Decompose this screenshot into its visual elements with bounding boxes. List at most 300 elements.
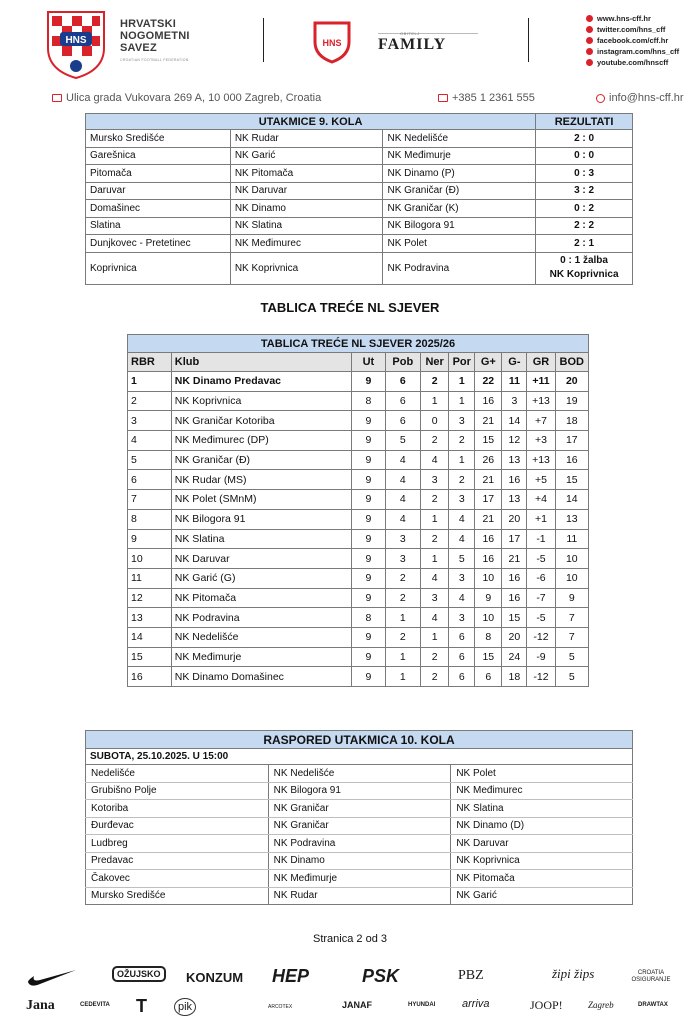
hns-crest-logo xyxy=(42,8,110,80)
home-team: NK Daruvar xyxy=(230,182,383,200)
cell-played: 9 xyxy=(352,549,385,569)
cell-draws: 2 xyxy=(421,431,449,451)
cell-played: 8 xyxy=(352,608,385,628)
federation-subtitle: CROATIAN FOOTBALL FEDERATION xyxy=(120,58,189,62)
cell-goals-against: 20 xyxy=(502,627,527,647)
cell-losses: 1 xyxy=(449,372,475,392)
cell-goal-diff: +13 xyxy=(527,391,555,411)
standings-row xyxy=(128,568,589,588)
cell-wins: 6 xyxy=(385,391,420,411)
cell-goals-against: 16 xyxy=(502,568,527,588)
cell-club: NK Garić (G) xyxy=(171,568,351,588)
sponsor-logo: CROATIA OSIGURANJE xyxy=(631,970,671,983)
cell-played: 9 xyxy=(352,588,385,608)
home-team: NK Graničar xyxy=(268,800,451,818)
cell-goals-against: 15 xyxy=(502,608,527,628)
cell-points: 10 xyxy=(555,549,588,569)
phone-icon xyxy=(438,94,448,102)
contact-bar xyxy=(0,92,700,106)
cell-draws: 3 xyxy=(421,470,449,490)
home-team: NK Rudar xyxy=(268,887,451,905)
cell-losses: 2 xyxy=(449,431,475,451)
column-header: Ut xyxy=(352,353,385,372)
cell-goals-for: 9 xyxy=(475,588,502,608)
fixture-venue: Kotoriba xyxy=(86,800,269,818)
match-score: 3 : 2 xyxy=(536,182,633,200)
social-link[interactable]: youtube.com/hnscff xyxy=(586,57,700,68)
column-header: GR xyxy=(527,353,555,372)
family-shield-logo xyxy=(312,20,352,64)
at-icon xyxy=(596,94,605,103)
cell-draws: 2 xyxy=(421,490,449,510)
cell-wins: 6 xyxy=(385,411,420,431)
sponsor-logo: ARCOTEX xyxy=(268,1004,293,1010)
sponsor-logo: KONZUM xyxy=(186,970,244,985)
cell-goal-diff: -1 xyxy=(527,529,555,549)
column-header: RBR xyxy=(128,353,172,372)
fixture-row xyxy=(86,852,633,870)
fixture-venue: Predavac xyxy=(86,852,269,870)
cell-goals-for: 10 xyxy=(475,568,502,588)
cell-rank: 1 xyxy=(128,372,172,392)
social-link[interactable]: facebook.com/cff.hr xyxy=(586,35,700,46)
away-team: NK Slatina xyxy=(451,800,633,818)
sponsor-logo: JANAF xyxy=(342,1000,373,1010)
standings-row xyxy=(128,490,589,510)
cell-rank: 11 xyxy=(128,568,172,588)
fixture-venue: Grubišno Polje xyxy=(86,782,269,800)
standings-row xyxy=(128,470,589,490)
column-header: G+ xyxy=(475,353,502,372)
match-venue: Domašinec xyxy=(86,200,231,218)
schedule-date: SUBOTA, 25.10.2025. U 15:00 xyxy=(86,749,633,765)
cell-wins: 4 xyxy=(385,490,420,510)
home-team: NK Podravina xyxy=(268,835,451,853)
sponsor-logo: HYUNDAI xyxy=(408,1002,436,1008)
cell-rank: 3 xyxy=(128,411,172,431)
cell-rank: 16 xyxy=(128,667,172,687)
schedule-title: RASPORED UTAKMICA 10. KOLA xyxy=(86,731,633,749)
cell-losses: 5 xyxy=(449,549,475,569)
home-team: NK Dinamo xyxy=(230,200,383,218)
cell-points: 15 xyxy=(555,470,588,490)
standings-caption: TABLICA TREĆE NL SJEVER 2025/26 xyxy=(128,335,589,353)
sponsor-logo: T xyxy=(136,996,147,1016)
divider xyxy=(528,18,529,62)
cell-rank: 9 xyxy=(128,529,172,549)
cell-draws: 1 xyxy=(421,391,449,411)
cell-goals-for: 21 xyxy=(475,470,502,490)
match-venue: Dunjkovec - Pretetinec xyxy=(86,235,231,253)
cell-played: 9 xyxy=(352,509,385,529)
cell-points: 20 xyxy=(555,372,588,392)
away-team: NK Dinamo (P) xyxy=(383,165,536,183)
score-value: 0 : 1 žalba xyxy=(560,255,608,266)
standings-row xyxy=(128,411,589,431)
svg-text:HNS: HNS xyxy=(322,38,342,48)
cell-losses: 3 xyxy=(449,608,475,628)
away-team: NK Nedelišće xyxy=(383,130,536,148)
sponsor-logo: DRAWTAX xyxy=(638,1002,668,1008)
fixture-row xyxy=(86,887,633,905)
cell-goals-for: 16 xyxy=(475,549,502,569)
away-team: NK Bilogora 91 xyxy=(383,217,536,235)
away-team: NK Podravina xyxy=(383,252,536,284)
youtube-icon xyxy=(586,59,593,66)
cell-draws: 4 xyxy=(421,450,449,470)
away-team: NK Međimurec xyxy=(451,782,633,800)
instagram-icon xyxy=(586,48,593,55)
cell-wins: 6 xyxy=(385,372,420,392)
cell-goals-against: 17 xyxy=(502,529,527,549)
cell-points: 13 xyxy=(555,509,588,529)
cell-club: NK Bilogora 91 xyxy=(171,509,351,529)
cell-goals-for: 16 xyxy=(475,529,502,549)
standings-row xyxy=(128,391,589,411)
cell-goals-for: 16 xyxy=(475,391,502,411)
cell-played: 9 xyxy=(352,647,385,667)
home-team: NK Pitomača xyxy=(230,165,383,183)
match-venue: Slatina xyxy=(86,217,231,235)
cell-goals-against: 24 xyxy=(502,647,527,667)
cell-goal-diff: -12 xyxy=(527,667,555,687)
cell-goals-for: 10 xyxy=(475,608,502,628)
cell-goals-for: 21 xyxy=(475,411,502,431)
home-team: NK Koprivnica xyxy=(230,252,383,284)
cell-goals-against: 16 xyxy=(502,588,527,608)
cell-points: 11 xyxy=(555,529,588,549)
cell-club: NK Slatina xyxy=(171,529,351,549)
sponsor-logo: OŽUJSKO xyxy=(112,966,166,982)
home-team: NK Graničar xyxy=(268,817,451,835)
divider xyxy=(378,33,478,34)
sponsor-logo: Jana xyxy=(26,998,55,1013)
column-header: G- xyxy=(502,353,527,372)
cell-goal-diff: +4 xyxy=(527,490,555,510)
cell-points: 10 xyxy=(555,568,588,588)
cell-rank: 15 xyxy=(128,647,172,667)
cell-losses: 1 xyxy=(449,391,475,411)
cell-played: 9 xyxy=(352,627,385,647)
cell-club: NK Nedelišće xyxy=(171,627,351,647)
sponsor-logo: žipi žips xyxy=(552,966,595,981)
match-venue: Koprivnica xyxy=(86,252,231,284)
cell-goals-for: 15 xyxy=(475,431,502,451)
cell-points: 18 xyxy=(555,411,588,431)
result-row xyxy=(86,182,633,200)
cell-goals-for: 6 xyxy=(475,667,502,687)
cell-points: 14 xyxy=(555,490,588,510)
home-team: NK Garić xyxy=(230,147,383,165)
cell-losses: 3 xyxy=(449,411,475,431)
results-score-header: REZULTATI xyxy=(536,114,633,130)
cell-points: 5 xyxy=(555,647,588,667)
cell-goals-against: 16 xyxy=(502,470,527,490)
federation-name: HRVATSKI NOGOMETNI SAVEZ xyxy=(120,18,190,54)
family-wordmark: FAMILY xyxy=(378,36,447,53)
fixture-row xyxy=(86,800,633,818)
cell-played: 9 xyxy=(352,450,385,470)
cell-club: NK Međimurje xyxy=(171,647,351,667)
result-row xyxy=(86,217,633,235)
away-team: NK Graničar (Đ) xyxy=(383,182,536,200)
away-team: NK Polet xyxy=(383,235,536,253)
social-link[interactable]: twitter.com/hns_cff xyxy=(586,24,700,35)
cell-goal-diff: +11 xyxy=(527,372,555,392)
cell-rank: 10 xyxy=(128,549,172,569)
cell-played: 9 xyxy=(352,470,385,490)
cell-draws: 2 xyxy=(421,372,449,392)
cell-wins: 2 xyxy=(385,627,420,647)
cell-wins: 3 xyxy=(385,529,420,549)
social-links xyxy=(586,13,700,68)
cell-wins: 5 xyxy=(385,431,420,451)
fixture-venue: Nedelišće xyxy=(86,765,269,783)
cell-losses: 3 xyxy=(449,490,475,510)
cell-draws: 2 xyxy=(421,647,449,667)
sponsor-logo: Zagreb xyxy=(588,1000,614,1010)
cell-club: NK Koprivnica xyxy=(171,391,351,411)
cell-points: 5 xyxy=(555,667,588,687)
match-venue: Pitomača xyxy=(86,165,231,183)
away-team: NK Polet xyxy=(451,765,633,783)
home-team: NK Međimurec xyxy=(230,235,383,253)
match-score: 0 : 2 xyxy=(536,200,633,218)
email[interactable]: info@hns-cff.hr xyxy=(596,92,684,104)
cell-goal-diff: -12 xyxy=(527,627,555,647)
cell-played: 9 xyxy=(352,529,385,549)
result-row xyxy=(86,252,633,284)
match-score: 2 : 2 xyxy=(536,217,633,235)
twitter-icon xyxy=(586,26,593,33)
divider xyxy=(263,18,264,62)
cell-goals-against: 18 xyxy=(502,667,527,687)
home-team: NK Rudar xyxy=(230,130,383,148)
cell-goal-diff: +7 xyxy=(527,411,555,431)
cell-wins: 2 xyxy=(385,588,420,608)
cell-wins: 4 xyxy=(385,509,420,529)
cell-goals-for: 26 xyxy=(475,450,502,470)
letterhead xyxy=(0,0,700,92)
cell-losses: 6 xyxy=(449,647,475,667)
home-team: NK Slatina xyxy=(230,217,383,235)
cell-losses: 6 xyxy=(449,627,475,647)
cell-rank: 12 xyxy=(128,588,172,608)
standings-row xyxy=(128,529,589,549)
sponsor-logo: arriva xyxy=(462,998,490,1010)
result-row xyxy=(86,200,633,218)
match-score: 2 : 1 xyxy=(536,235,633,253)
cell-goal-diff: -5 xyxy=(527,608,555,628)
cell-played: 9 xyxy=(352,568,385,588)
match-venue: Mursko Središće xyxy=(86,130,231,148)
home-team: NK Bilogora 91 xyxy=(268,782,451,800)
cell-goals-for: 22 xyxy=(475,372,502,392)
fixture-row xyxy=(86,835,633,853)
schedule-table xyxy=(85,730,633,905)
cell-rank: 7 xyxy=(128,490,172,510)
cell-draws: 4 xyxy=(421,608,449,628)
cell-draws: 3 xyxy=(421,588,449,608)
cell-goals-against: 3 xyxy=(502,391,527,411)
cell-draws: 4 xyxy=(421,568,449,588)
result-row xyxy=(86,147,633,165)
cell-wins: 4 xyxy=(385,470,420,490)
cell-club: NK Dinamo Predavac xyxy=(171,372,351,392)
cell-club: NK Dinamo Domašinec xyxy=(171,667,351,687)
standings-row xyxy=(128,667,589,687)
sponsor-logo: HEP xyxy=(272,966,310,986)
fixture-venue: Mursko Središće xyxy=(86,887,269,905)
cell-goals-against: 11 xyxy=(502,372,527,392)
family-small-label: OBITELJ xyxy=(400,31,420,36)
match-score: 0 : 0 xyxy=(536,147,633,165)
phone: +385 1 2361 555 xyxy=(438,92,535,104)
cell-wins: 3 xyxy=(385,549,420,569)
address: Ulica grada Vukovara 269 A, 10 000 Zagreb, Croatia xyxy=(52,92,321,104)
cell-goals-against: 13 xyxy=(502,450,527,470)
results-title: UTAKMICE 9. KOLA xyxy=(86,114,536,130)
cell-goal-diff: -7 xyxy=(527,588,555,608)
away-team: NK Koprivnica xyxy=(451,852,633,870)
sponsor-logo: JOOP! xyxy=(530,998,563,1012)
social-link[interactable]: www.hns-cff.hr xyxy=(586,13,700,24)
away-team: NK Dinamo (D) xyxy=(451,817,633,835)
standings-row xyxy=(128,509,589,529)
cell-played: 9 xyxy=(352,411,385,431)
away-team: NK Međimurje xyxy=(383,147,536,165)
match-venue: Garešnica xyxy=(86,147,231,165)
nike-swoosh-logo xyxy=(26,966,78,988)
cell-losses: 1 xyxy=(449,450,475,470)
cell-goal-diff: +5 xyxy=(527,470,555,490)
cell-points: 16 xyxy=(555,450,588,470)
sponsor-logo: CEDEVITA xyxy=(80,1002,110,1008)
facebook-icon xyxy=(586,37,593,44)
cell-goal-diff: +1 xyxy=(527,509,555,529)
standings-table xyxy=(127,334,589,687)
standings-row xyxy=(128,608,589,628)
cell-rank: 13 xyxy=(128,608,172,628)
cell-goals-for: 21 xyxy=(475,509,502,529)
standings-row xyxy=(128,549,589,569)
cell-wins: 1 xyxy=(385,608,420,628)
cell-losses: 2 xyxy=(449,470,475,490)
standings-row xyxy=(128,588,589,608)
cell-club: NK Pitomača xyxy=(171,588,351,608)
cell-goal-diff: -6 xyxy=(527,568,555,588)
cell-wins: 4 xyxy=(385,450,420,470)
cell-wins: 1 xyxy=(385,667,420,687)
cell-played: 9 xyxy=(352,490,385,510)
match-score: 0 : 3 xyxy=(536,165,633,183)
score-note: NK Koprivnica xyxy=(549,269,619,280)
fixture-row xyxy=(86,870,633,888)
cell-draws: 1 xyxy=(421,627,449,647)
results-table xyxy=(85,113,633,285)
cell-losses: 3 xyxy=(449,568,475,588)
cell-losses: 4 xyxy=(449,529,475,549)
cell-rank: 4 xyxy=(128,431,172,451)
standings-row xyxy=(128,450,589,470)
away-team: NK Graničar (K) xyxy=(383,200,536,218)
standings-row xyxy=(128,372,589,392)
cell-goals-against: 14 xyxy=(502,411,527,431)
mail-icon xyxy=(52,94,62,102)
cell-club: NK Međimurec (DP) xyxy=(171,431,351,451)
column-header: Por xyxy=(449,353,475,372)
match-score: 2 : 0 xyxy=(536,130,633,148)
web-icon xyxy=(586,15,593,22)
standings-row xyxy=(128,647,589,667)
cell-club: NK Daruvar xyxy=(171,549,351,569)
match-venue: Daruvar xyxy=(86,182,231,200)
social-link[interactable]: instagram.com/hns_cff xyxy=(586,46,700,57)
cell-played: 8 xyxy=(352,391,385,411)
sponsor-logo: PBZ xyxy=(458,968,484,983)
away-team: NK Daruvar xyxy=(451,835,633,853)
svg-text:HNS: HNS xyxy=(65,35,87,46)
cell-goals-for: 15 xyxy=(475,647,502,667)
standings-row xyxy=(128,431,589,451)
cell-draws: 1 xyxy=(421,509,449,529)
cell-draws: 0 xyxy=(421,411,449,431)
sponsor-logo: PSK xyxy=(362,966,400,986)
cell-goal-diff: -9 xyxy=(527,647,555,667)
away-team: NK Pitomača xyxy=(451,870,633,888)
standings-row xyxy=(128,627,589,647)
cell-played: 9 xyxy=(352,667,385,687)
home-team: NK Nedelišće xyxy=(268,765,451,783)
cell-goals-against: 12 xyxy=(502,431,527,451)
column-header: Ner xyxy=(421,353,449,372)
result-row xyxy=(86,165,633,183)
result-row xyxy=(86,130,633,148)
fixture-row xyxy=(86,817,633,835)
fixture-venue: Čakovec xyxy=(86,870,269,888)
cell-club: NK Polet (SMnM) xyxy=(171,490,351,510)
cell-wins: 1 xyxy=(385,647,420,667)
fixture-venue: Ludbreg xyxy=(86,835,269,853)
cell-wins: 2 xyxy=(385,568,420,588)
fixture-row xyxy=(86,765,633,783)
cell-club: NK Graničar Kotoriba xyxy=(171,411,351,431)
standings-heading: TABLICA TREĆE NL SJEVER xyxy=(260,300,440,315)
cell-points: 9 xyxy=(555,588,588,608)
cell-played: 9 xyxy=(352,431,385,451)
sponsor-logo: pik xyxy=(174,998,196,1016)
cell-club: NK Rudar (MS) xyxy=(171,470,351,490)
cell-goal-diff: +3 xyxy=(527,431,555,451)
cell-played: 9 xyxy=(352,372,385,392)
cell-rank: 14 xyxy=(128,627,172,647)
column-header: Pob xyxy=(385,353,420,372)
match-score xyxy=(536,252,633,284)
cell-goal-diff: +13 xyxy=(527,450,555,470)
cell-points: 7 xyxy=(555,627,588,647)
fixture-venue: Đurđevac xyxy=(86,817,269,835)
cell-goals-against: 13 xyxy=(502,490,527,510)
cell-rank: 5 xyxy=(128,450,172,470)
home-team: NK Dinamo xyxy=(268,852,451,870)
cell-goals-for: 8 xyxy=(475,627,502,647)
cell-rank: 2 xyxy=(128,391,172,411)
cell-losses: 4 xyxy=(449,509,475,529)
home-team: NK Međimurje xyxy=(268,870,451,888)
cell-draws: 2 xyxy=(421,529,449,549)
cell-goals-against: 20 xyxy=(502,509,527,529)
result-row xyxy=(86,235,633,253)
